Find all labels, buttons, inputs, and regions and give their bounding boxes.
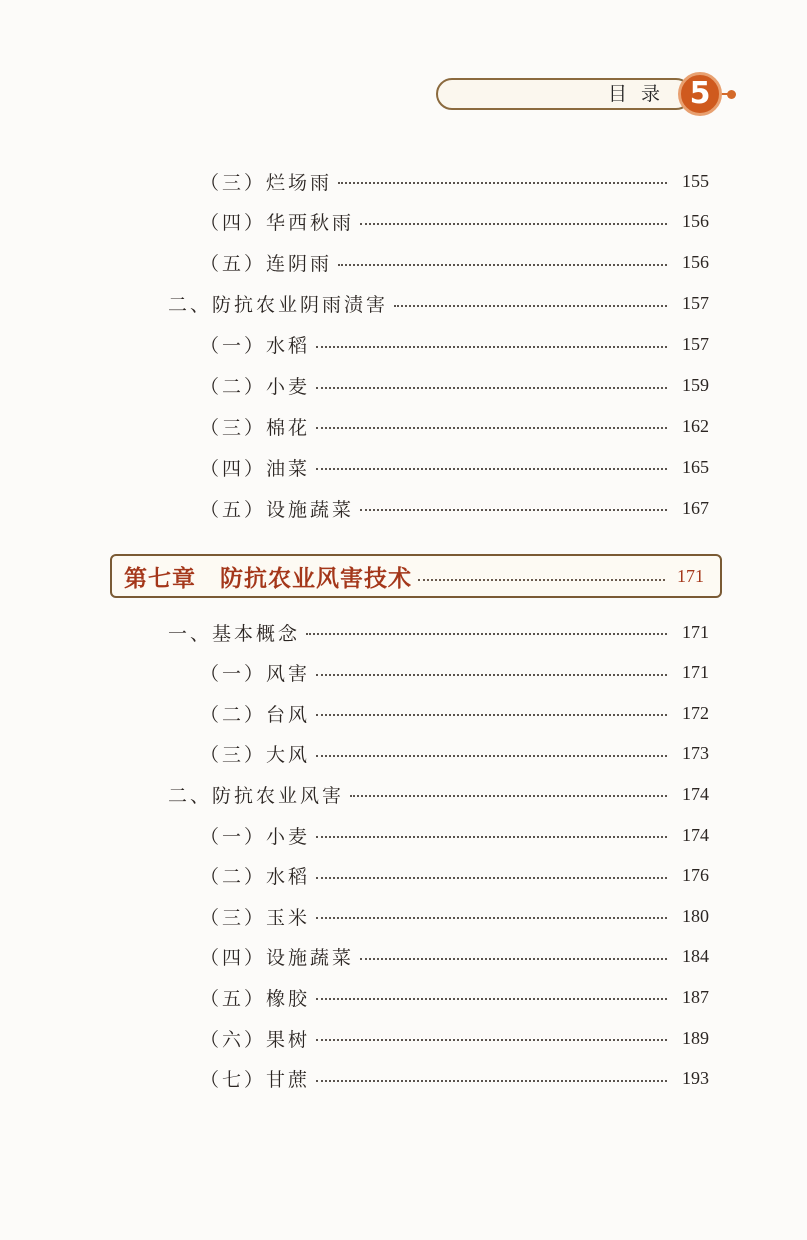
toc-entry-page: 159 [682, 375, 709, 395]
toc-entry[interactable] [200, 739, 709, 769]
toc-entry-page: 157 [682, 334, 709, 355]
toc-entry[interactable] [200, 861, 709, 891]
toc-entry[interactable] [200, 330, 709, 360]
toc-entry-page: 165 [682, 456, 709, 477]
toc-entry-page: 184 [682, 946, 709, 967]
toc-entry[interactable] [200, 248, 709, 278]
toc-entry[interactable] [200, 452, 709, 482]
toc-entry[interactable] [200, 982, 709, 1012]
toc-entry-label: （三）大风 [200, 744, 311, 767]
toc-entry-label: 一、基本概念 [168, 622, 301, 645]
header-title: 目录 [608, 83, 675, 105]
toc-entry-page: 171 [682, 662, 709, 683]
toc-entry-label: （四）华西秋雨 [200, 212, 355, 235]
toc-entry-page: 156 [682, 252, 709, 273]
dot-leader [350, 795, 667, 797]
chapter-page: 171 [677, 565, 704, 586]
dot-leader [316, 1039, 667, 1041]
toc-entry[interactable] [200, 1064, 709, 1094]
dot-leader [360, 958, 667, 960]
dot-leader [306, 633, 667, 635]
dot-leader [394, 305, 667, 307]
toc-entry-label: （一）风害 [200, 663, 311, 686]
dot-leader [316, 836, 667, 838]
dot-leader [360, 509, 667, 511]
toc-entry[interactable] [200, 942, 709, 972]
page-number-badge: 5 [678, 72, 722, 116]
toc-entry-page: 174 [682, 824, 709, 845]
toc-entry[interactable] [200, 901, 709, 931]
dot-leader [338, 264, 667, 266]
chapter-title: 防抗农业风害技术 [220, 564, 412, 592]
toc-entry[interactable] [200, 493, 709, 523]
toc-entry-label: （一）水稻 [200, 335, 311, 358]
toc-entry-label: （一）小麦 [200, 825, 311, 848]
dot-leader [418, 579, 665, 581]
chapter-heading[interactable] [110, 554, 722, 598]
toc-entry-page: 187 [682, 986, 709, 1007]
toc-entry[interactable] [168, 289, 709, 319]
toc-entry-label: （六）果树 [200, 1028, 311, 1051]
badge-dot [727, 90, 736, 99]
toc-entry-label: 二、防抗农业阴雨渍害 [168, 294, 389, 317]
dot-leader [316, 998, 667, 1000]
toc-entry-label: （二）水稻 [200, 866, 311, 889]
toc-entry-label: 二、防抗农业风害 [168, 784, 345, 807]
toc-entry[interactable] [168, 617, 709, 647]
toc-entry-label: （二）台风 [200, 703, 311, 726]
toc-entry[interactable] [200, 371, 709, 401]
dot-leader [316, 755, 667, 757]
dot-leader [338, 182, 667, 184]
toc-entry[interactable] [200, 411, 709, 441]
toc-entry-page: 174 [682, 783, 709, 804]
toc-entry[interactable] [200, 1023, 709, 1053]
dot-leader [316, 917, 667, 919]
toc-entry[interactable] [168, 779, 709, 809]
toc-entry-label: （四）油菜 [200, 457, 311, 480]
dot-leader [316, 468, 667, 470]
dot-leader [316, 387, 667, 389]
toc-entry-page: 162 [682, 415, 709, 436]
toc-entry[interactable] [200, 698, 709, 728]
toc-entry-label: （七）甘蔗 [200, 1069, 311, 1092]
toc-entry-label: （五）连阴雨 [200, 253, 333, 276]
toc-entry[interactable] [200, 820, 709, 850]
toc-entry[interactable] [200, 207, 709, 237]
toc-entry-page: 167 [682, 497, 709, 518]
toc-entry-page: 172 [682, 702, 709, 723]
dot-leader [316, 346, 667, 348]
toc-entry-page: 189 [682, 1027, 709, 1048]
toc-entry-label: （三）烂场雨 [200, 171, 333, 194]
toc-entry-label: （五）橡胶 [200, 987, 311, 1010]
toc-entry-page: 180 [682, 905, 709, 926]
toc-entry[interactable] [200, 658, 709, 688]
chapter-number: 第七章 [124, 564, 196, 592]
toc-entry-page: 193 [682, 1068, 709, 1089]
toc-entry-label: （五）设施蔬菜 [200, 498, 355, 521]
toc-entry-page: 176 [682, 865, 709, 886]
dot-leader [360, 223, 667, 225]
toc-entry-label: （四）设施蔬菜 [200, 947, 355, 970]
dot-leader [316, 427, 667, 429]
toc-entry-page: 156 [682, 211, 709, 232]
toc-entry-label: （三）棉花 [200, 416, 311, 439]
dot-leader [316, 877, 667, 879]
toc-entry-label: （三）玉米 [200, 906, 311, 929]
toc-entry-page: 155 [682, 170, 709, 191]
dot-leader [316, 674, 667, 676]
dot-leader [316, 1080, 667, 1082]
toc-entry-label: （二）小麦 [200, 376, 311, 398]
toc-entry-page: 171 [682, 621, 709, 642]
toc-entry[interactable] [200, 166, 709, 196]
dot-leader [316, 714, 667, 716]
toc-entry-page: 173 [682, 743, 709, 764]
toc-entry-page: 157 [682, 293, 709, 314]
